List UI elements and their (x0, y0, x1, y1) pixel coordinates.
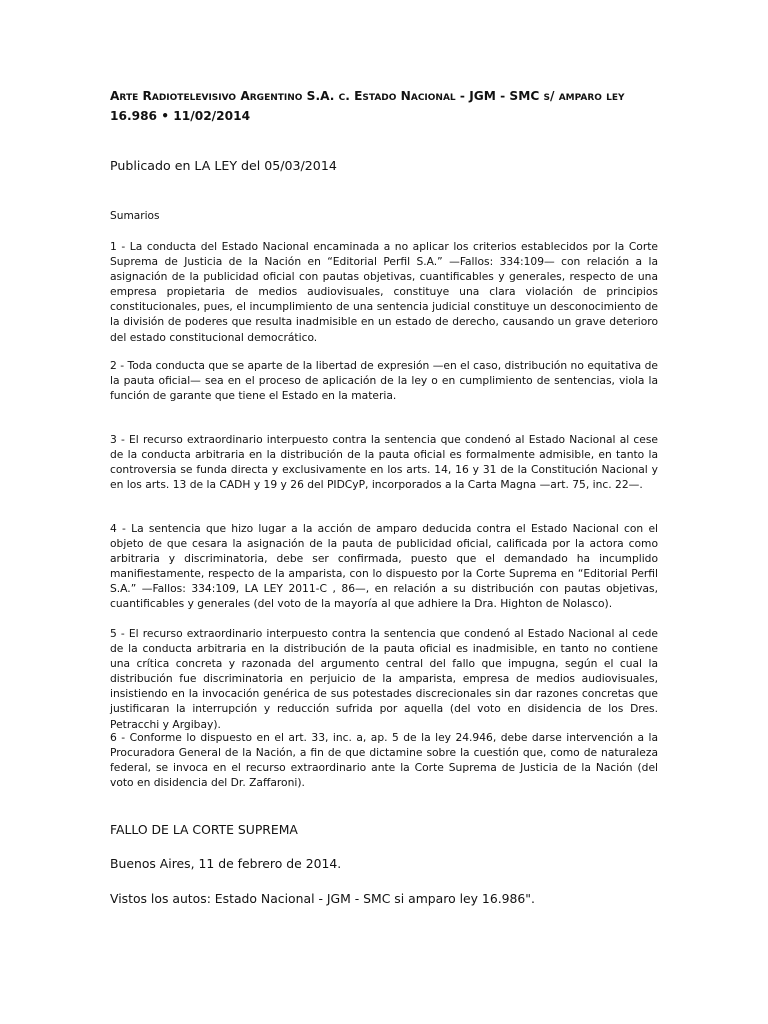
summary-paragraph-3: 3 - El recurso extraordinario interpuesto contra la sentencia que condenó al Estado Nacional al cese de la conducta arbitraria en la distribución de la pauta oficial es formalmente admisible, en tanto la controversia se funda directa y exclusivamente en los arts. 14, 16 y 31 de la Constitución Nacional y en los arts. 13 de la CADH y 19 y 26 del PIDCyP, incorporados a la Carta Magna —art. 75, inc. 22—. (110, 433, 658, 492)
ruling-heading: FALLO DE LA CORTE SUPREMA (110, 822, 298, 837)
document-title (110, 86, 658, 126)
summary-paragraph-4: 4 - La sentencia que hizo lugar a la acción de amparo deducida contra el Estado Nacional con el objeto de que cesara la asignación de la pauta de publicidad oficial, calificada por la actora como arbitraria y discriminatoria, debe ser confirmada, puesto que el demandado ha incumplido manifiestamente, respecto de la amparista, con lo dispuesto por la Corte Suprema en “Editorial Perfil S.A.” —Fallos: 334:109, LA LEY 2011-C , 86—, en relación a su distribución con pautas objetivas, cuantificables y generales (del voto de la mayoría al que adhiere la Dra. Highton de Nolasco). (110, 522, 658, 611)
summary-paragraph-2: 2 - Toda conducta que se aparte de la libertad de expresión —en el caso, distribución no equitativa de la pauta oficial— sea en el proceso de aplicación de la ley o en cumplimiento de sentencias, viola la función de garante que tiene el Estado en la materia. (110, 359, 658, 403)
title-case-name: Arte Radiotelevisivo Argentino S.A. c. Estado Nacional - JGM - SMC s/ amparo ley (110, 89, 625, 103)
vistos-line: Vistos los autos: Estado Nacional - JGM - SMC si amparo ley 16.986". (110, 891, 535, 906)
ruling-date-line: Buenos Aires, 11 de febrero de 2014. (110, 856, 342, 871)
summary-paragraph-6: 6 - Conforme lo dispuesto en el art. 33, inc. a, ap. 5 de la ley 24.946, debe darse intervención a la Procuradora General de la Nación, a fin de que dictamine sobre la cuestión que, como de naturaleza federal, se invoca en el recurso extraordinario ante la Corte Suprema de Justicia de la Nación (del voto en disidencia del Dr. Zaffaroni). (110, 731, 658, 790)
publication-note: Publicado en LA LEY del 05/03/2014 (110, 158, 337, 173)
summary-paragraph-1: 1 - La conducta del Estado Nacional encaminada a no aplicar los criterios establecidos por la Corte Suprema de Justicia de la Nación en “Editorial Perfil S.A.” —Fallos: 334:109— con relación a la asignación de la publicidad oficial con pautas objetivas, cuantificables y generales, respecto de una empresa propietaria de medios audiovisuales, constituye una clara violación de principios constitucionales, pues, el incumplimiento de una sentencia judicial constituye un desconocimiento de la división de poderes que resulta inadmisible en un estado de derecho, causando un grave deterioro del estado constitucional democrático. (110, 240, 658, 344)
summary-paragraph-5: 5 - El recurso extraordinario interpuesto contra la sentencia que condenó al Estado Nacional al cede de la conducta arbitraria en la distribución de la pauta oficial es inadmisible, en tanto no contiene una crítica concreta y razonada del argumento central del fallo que impugna, según el cual la distribución fue discriminatoria en perjuicio de la amparista, empresa de medios audiovisuales, insistiendo en la invocación genérica de sus potestades discrecionales sin dar razones concretas que justificaran la interrupción y reducción sufrida por aquella (del voto en disidencia de los Dres. Petracchi y Argibay). (110, 627, 658, 731)
sumarios-heading: Sumarios (110, 210, 160, 222)
title-case-date: 16.986 • 11/02/2014 (110, 109, 251, 123)
